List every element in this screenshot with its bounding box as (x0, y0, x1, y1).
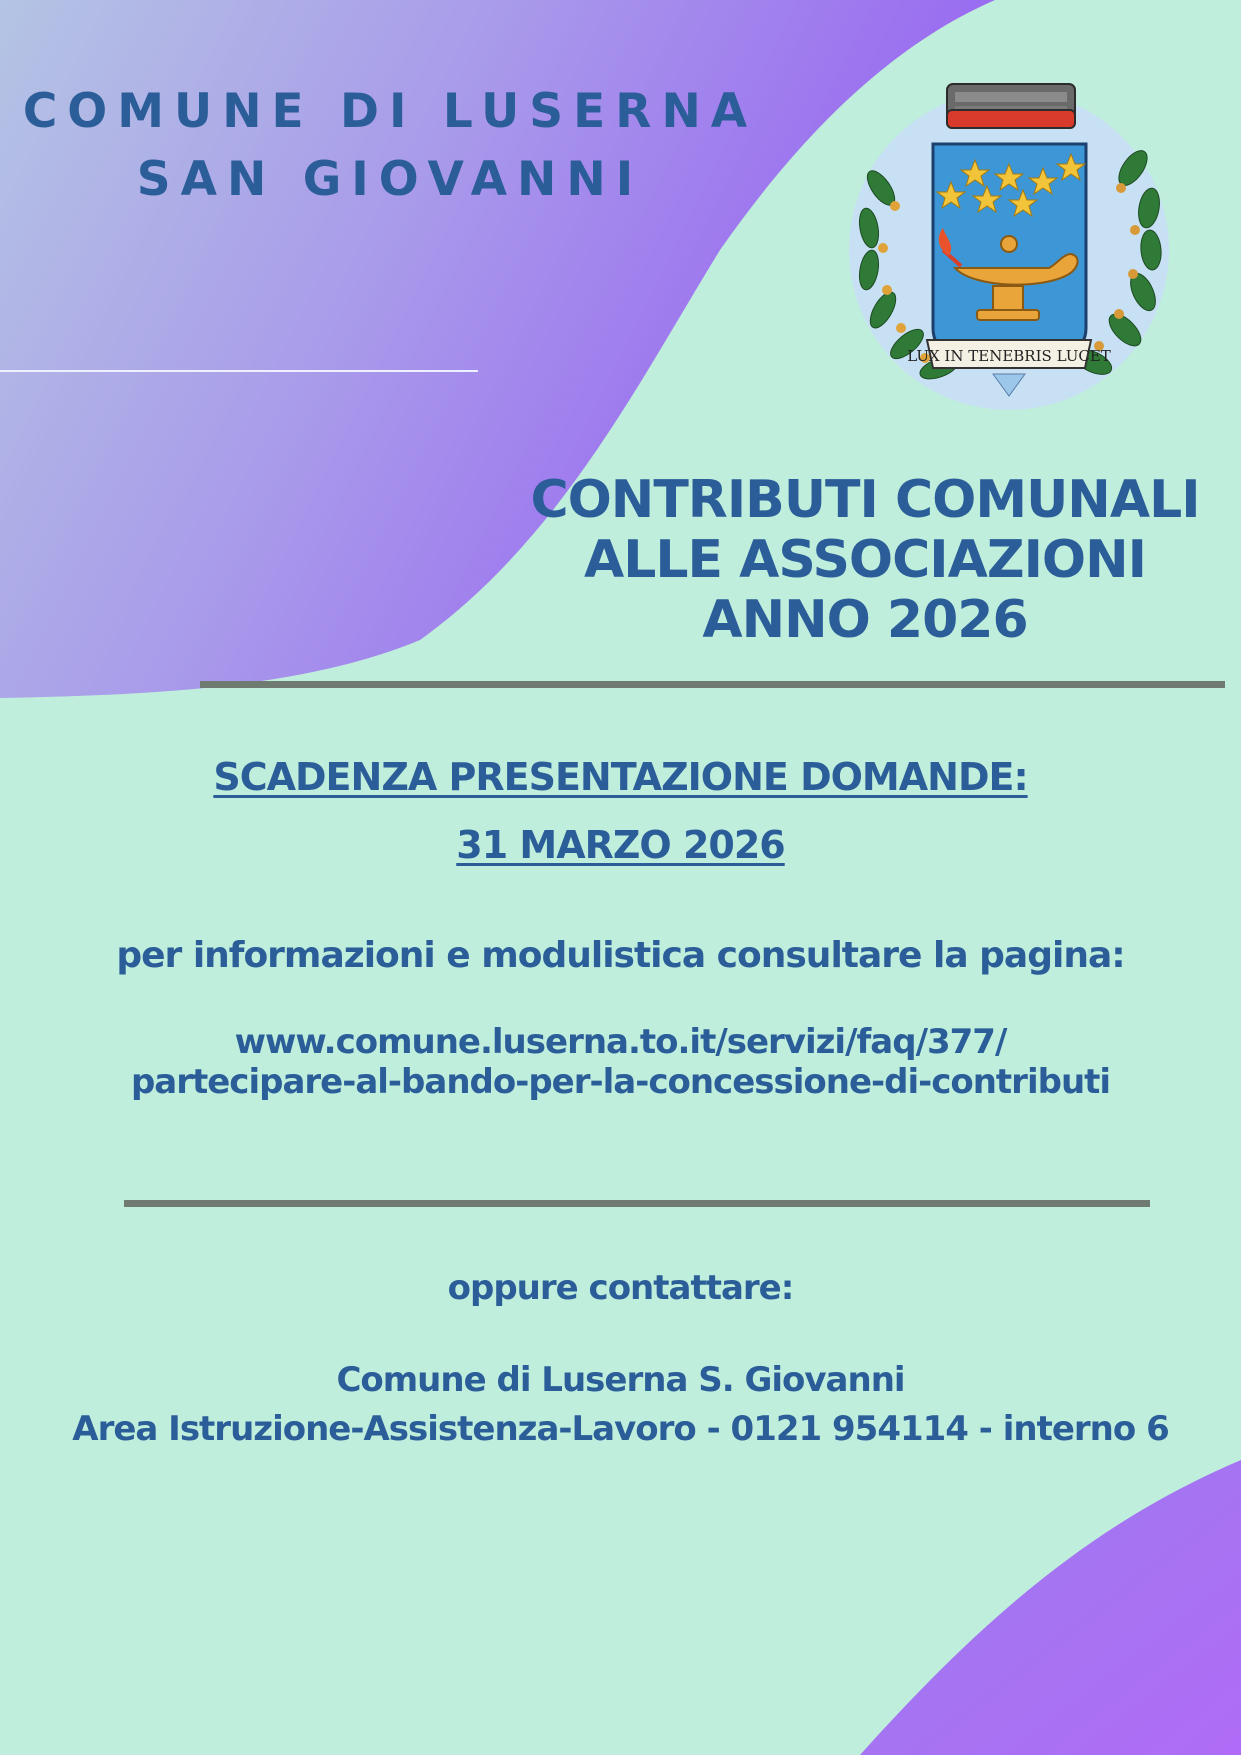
municipality-title-line2: SAN GIOVANNI (136, 152, 644, 207)
announcement-heading (530, 470, 1200, 650)
info-url-line2[interactable]: partecipare-al-bando-per-la-concessione-di-contributi (130, 1062, 1111, 1102)
announcement-heading-line3: ANNO 2026 (702, 590, 1028, 650)
municipality-title-line1: COMUNE DI LUSERNA (22, 84, 758, 139)
deadline-label: SCADENZA PRESENTAZIONE DOMANDE: (213, 755, 1028, 799)
contact-office: Comune di Luserna S. Giovanni (336, 1360, 905, 1400)
crest-motto: LUX IN TENEBRIS LUCET (907, 347, 1111, 365)
contact-detail: Area Istruzione-Assistenza-Lavoro - 0121 954114 - interno 6 (72, 1409, 1169, 1449)
section-divider-bottom (124, 1200, 1150, 1207)
info-url-line1[interactable]: www.comune.luserna.to.it/servizi/faq/377/ (234, 1022, 1007, 1062)
decorative-divider (0, 370, 478, 372)
info-page-link[interactable] (0, 1022, 1241, 1102)
municipality-title (20, 78, 760, 214)
crown-icon (947, 84, 1075, 128)
bottom-right-purple-wave (860, 1460, 1241, 1755)
deadline-date: 31 MARZO 2026 (456, 823, 785, 867)
section-divider-top (200, 681, 1225, 688)
contact-label: oppure contattare: (447, 1268, 794, 1308)
municipal-coat-of-arms (843, 78, 1175, 410)
announcement-heading-line2: ALLE ASSOCIAZIONI (583, 530, 1147, 590)
info-text: per informazioni e modulistica consultare la pagina: (116, 935, 1125, 976)
announcement-heading-line1: CONTRIBUTI COMUNALI (530, 470, 1200, 530)
